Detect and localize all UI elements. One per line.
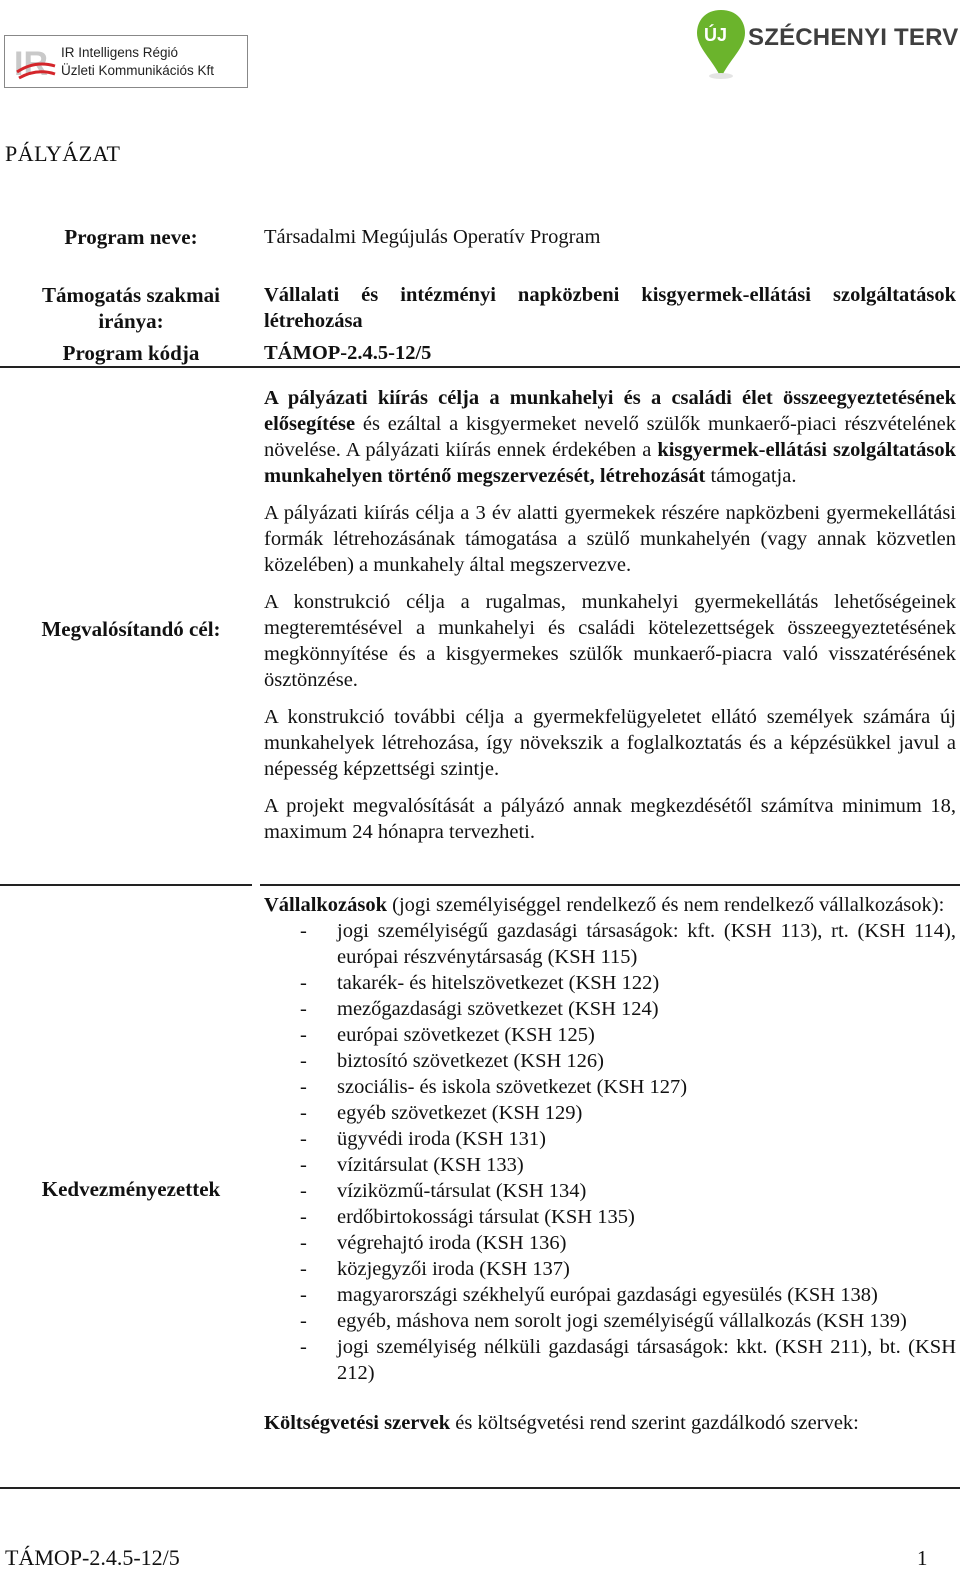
- szechenyi-text: SZÉCHENYI TERV: [748, 24, 959, 51]
- list-item-text: takarék- és hitelszövetkezet (KSH 122): [337, 972, 660, 994]
- goal-content: [264, 385, 956, 856]
- beneficiaries-content: [264, 892, 956, 1436]
- list-item: [264, 1152, 956, 1178]
- program-name-label: Program neve:: [64, 225, 198, 249]
- list-item-text: ügyvédi iroda (KSH 131): [337, 1128, 546, 1150]
- list-dash: -: [300, 972, 307, 994]
- list-item: [264, 1178, 956, 1204]
- goal-paragraph-1: [264, 385, 956, 489]
- beneficiaries-lead: [264, 892, 956, 918]
- goal-paragraph-3: A konstrukció célja a rugalmas, munkahelyi gyermekellátás lehetőségeinek megteremtésével a munkahelyi és családi kötelezettségek összeegyeztetésének megkönnyítése és a kisgyermekes szülők munkaerő-piacra való visszatérésének ösztönzése.: [264, 591, 956, 691]
- list-item-text: jogi személyiségű gazdasági társaságok: kft. (KSH 113), rt. (KSH 114), európai részvénytársaság (KSH 115): [337, 920, 956, 968]
- list-item-text: biztosító szövetkezet (KSH 126): [337, 1050, 605, 1072]
- list-dash: -: [300, 1310, 307, 1332]
- goal-text-1: és ezáltal a kisgyermeket nevelő szülők munkaerő-piaci részvételének növelése. A pályázati kiírás ennek érdekében a: [264, 413, 956, 461]
- ir-logo-line1: IR Intelligens Régió: [61, 45, 179, 60]
- list-dash: -: [300, 1050, 307, 1072]
- beneficiaries-tail-bold: Költségvetési szervek: [264, 1412, 451, 1434]
- program-code-value: TÁMOP-2.4.5-12/5: [264, 342, 432, 364]
- list-dash: -: [300, 1102, 307, 1124]
- list-dash: -: [300, 1284, 307, 1306]
- list-item: [264, 1204, 956, 1230]
- goal-paragraph-4: A konstrukció további célja a gyermekfelügyeletet ellátó személyek számára új munkahelyek létrehozása, így növekszik a foglalkoztatás és a képzésükkel javul a népesség képzettségi szintje.: [264, 706, 956, 780]
- list-item: [264, 918, 956, 970]
- goal-text-2: támogatja.: [705, 465, 797, 487]
- goal-bold-2: kisgyermek-ellátási szolgáltatások munkahelyen történő megszervezését, létrehozását: [264, 439, 956, 487]
- list-item: [264, 1126, 956, 1152]
- goal-paragraph-2: A pályázati kiírás célja a 3 év alatti gyermekek részére napközbeni gyermekellátási formák létrehozásának támogatása a szülő munkahelyén (vagy annak közvetlen közelében) a munkahely által megszervezve.: [264, 502, 956, 576]
- beneficiaries-label: Kedvezményezettek: [41, 1177, 221, 1201]
- row-divider: [0, 366, 960, 368]
- list-item: [264, 1282, 956, 1308]
- goal-label: Megvalósítandó cél:: [41, 617, 221, 641]
- list-item: [264, 996, 956, 1022]
- list-dash: -: [300, 1128, 307, 1150]
- program-name-value: Társadalmi Megújulás Operatív Program: [264, 226, 601, 248]
- beneficiaries-tail: [264, 1410, 956, 1436]
- document-title: PÁLYÁZAT: [5, 141, 121, 166]
- list-dash: -: [300, 1076, 307, 1098]
- row-divider: [0, 1487, 960, 1489]
- beneficiaries-list: [264, 918, 956, 1386]
- list-item: [264, 1100, 956, 1126]
- list-dash: -: [300, 1024, 307, 1046]
- list-item: [264, 1308, 956, 1334]
- goal-bold-1: A pályázati kiírás célja a munkahelyi és a családi élet összeegyeztetésének elősegítése: [264, 387, 956, 435]
- list-item-text: egyéb szövetkezet (KSH 129): [337, 1102, 583, 1124]
- szechenyi-badge: ÚJ: [704, 25, 728, 45]
- direction-label-line1: Támogatás szakmai: [42, 283, 220, 307]
- program-code-label: Program kódja: [62, 341, 200, 365]
- list-item: [264, 1256, 956, 1282]
- list-dash: -: [300, 998, 307, 1020]
- direction-label: [0, 282, 262, 334]
- row-divider: [0, 884, 252, 886]
- direction-label-line2: iránya:: [98, 309, 164, 333]
- szechenyi-terv-logo: [695, 8, 959, 80]
- svg-text:IR: IR: [14, 45, 48, 82]
- list-item: [264, 1334, 956, 1386]
- list-item: [264, 1074, 956, 1100]
- list-item: [264, 970, 956, 996]
- beneficiaries-tail-text: és költségvetési rend szerint gazdálkodó szervek:: [450, 1412, 859, 1434]
- direction-value: Vállalati és intézményi napközbeni kisgyermek-ellátási szolgáltatások létrehozása: [264, 284, 956, 332]
- row-divider: [260, 884, 960, 886]
- list-dash: -: [300, 1154, 307, 1176]
- list-item-text: magyarországi székhelyű európai gazdasági egyesülés (KSH 138): [337, 1284, 878, 1306]
- list-item-text: közjegyzői iroda (KSH 137): [337, 1258, 570, 1280]
- list-item-text: mezőgazdasági szövetkezet (KSH 124): [337, 998, 659, 1020]
- list-dash: -: [300, 1180, 307, 1202]
- list-item-text: erdőbirtokossági társulat (KSH 135): [337, 1206, 635, 1228]
- list-dash: -: [300, 1206, 307, 1228]
- list-item-text: egyéb, máshova nem sorolt jogi személyiségű vállalkozás (KSH 139): [337, 1310, 907, 1332]
- list-item: [264, 1022, 956, 1048]
- page-number: 1: [917, 1546, 928, 1570]
- footer-code: TÁMOP-2.4.5-12/5: [5, 1545, 180, 1570]
- list-item: [264, 1048, 956, 1074]
- list-dash: -: [300, 1258, 307, 1280]
- beneficiaries-lead-text: (jogi személyiséggel rendelkező és nem rendelkező vállalkozások):: [387, 894, 945, 916]
- list-item-text: vízitársulat (KSH 133): [337, 1154, 524, 1176]
- list-dash: -: [300, 1232, 307, 1254]
- list-dash: -: [300, 1336, 307, 1358]
- list-item-text: végrehajtó iroda (KSH 136): [337, 1232, 567, 1254]
- goal-paragraph-5: A projekt megvalósítását a pályázó annak megkezdésétől számítva minimum 18, maximum 24 hónapra tervezheti.: [264, 795, 956, 843]
- list-dash: -: [300, 920, 307, 942]
- list-item-text: szociális- és iskola szövetkezet (KSH 127): [337, 1076, 688, 1098]
- ir-logo: [4, 35, 248, 88]
- beneficiaries-lead-bold: Vállalkozások: [264, 894, 388, 916]
- list-item-text: víziközmű-társulat (KSH 134): [337, 1180, 587, 1202]
- list-item-text: európai szövetkezet (KSH 125): [337, 1024, 595, 1046]
- ir-logo-icon: [13, 42, 57, 82]
- list-item-text: jogi személyiség nélküli gazdasági társaságok: kkt. (KSH 211), bt. (KSH 212): [337, 1336, 956, 1384]
- ir-logo-line2: Üzleti Kommunikációs Kft: [61, 63, 215, 78]
- list-item: [264, 1230, 956, 1256]
